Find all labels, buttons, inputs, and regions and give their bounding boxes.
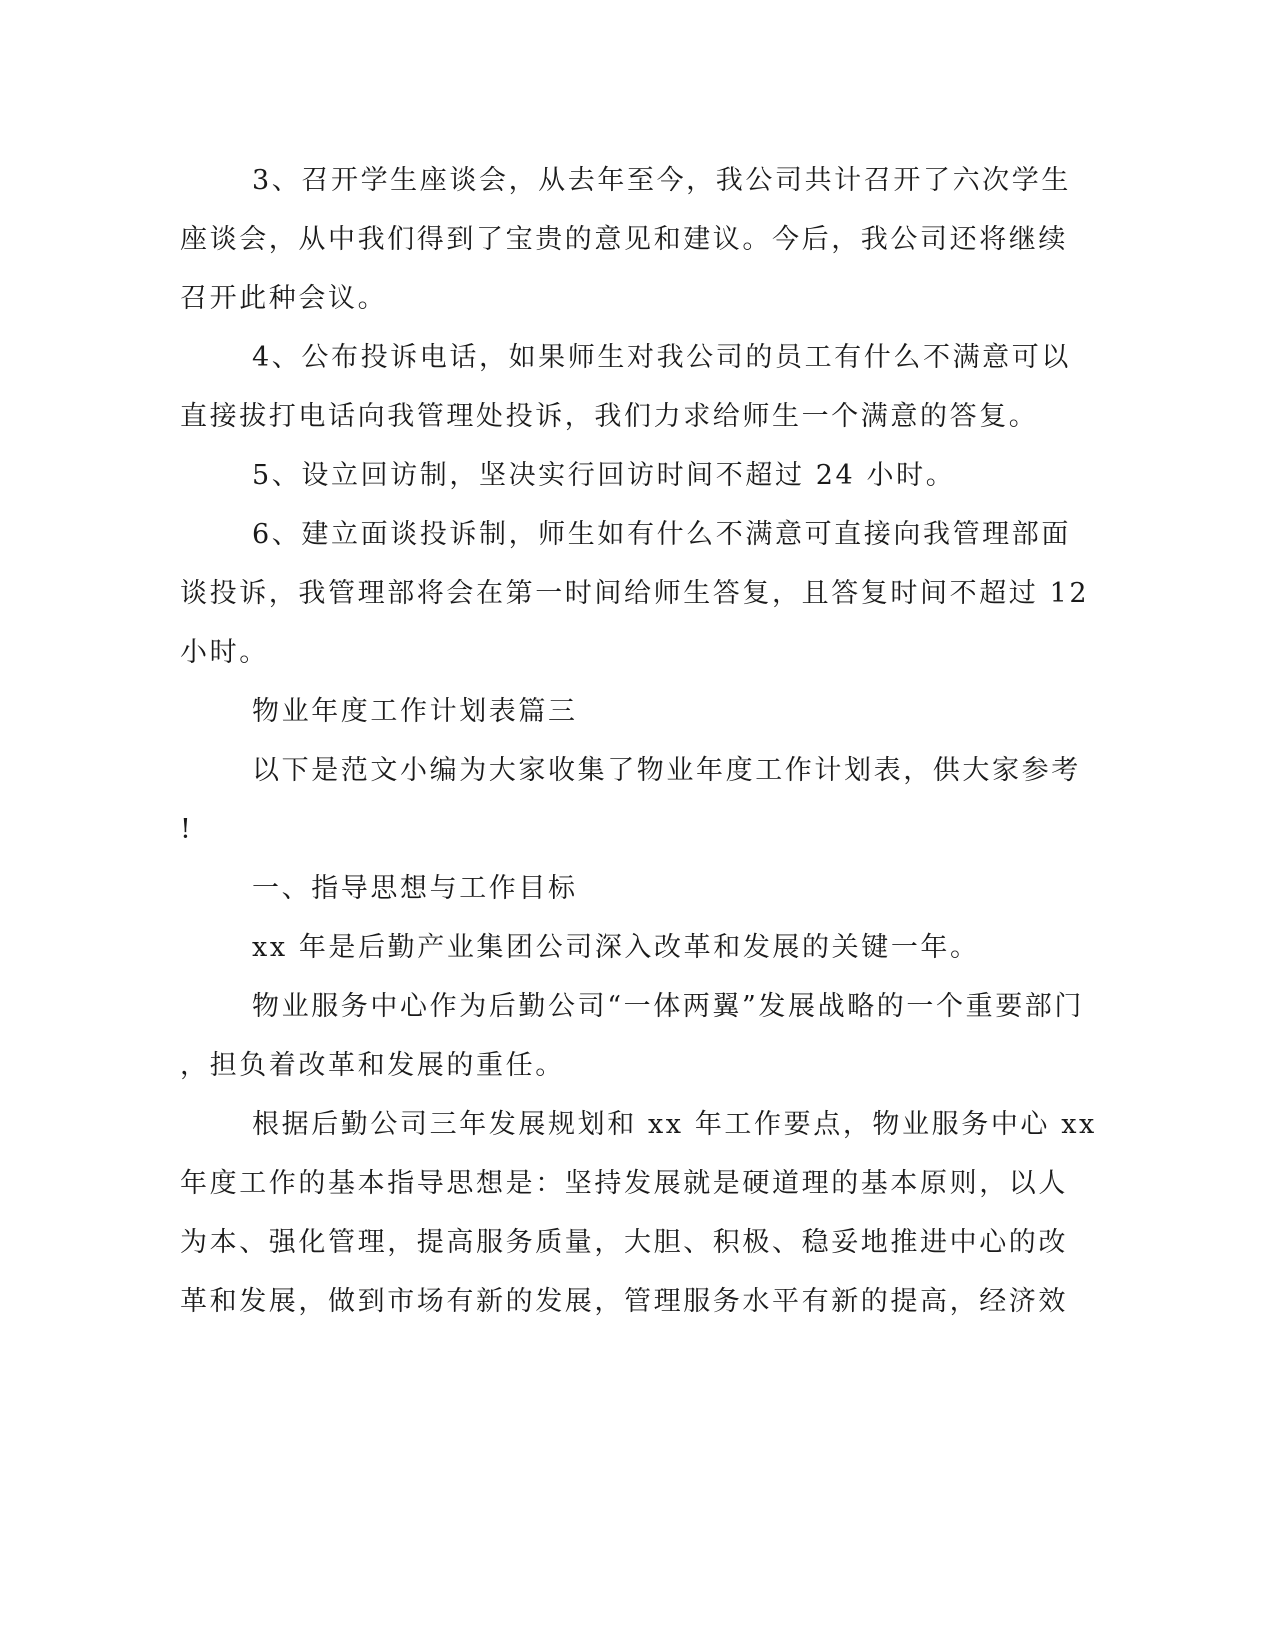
intro-line-2: !: [180, 814, 194, 845]
paragraph-4-line-1: 4、公布投诉电话，如果师生对我公司的员工有什么不满意可以: [252, 342, 1071, 373]
paragraph-6-line-1: 6、建立面谈投诉制，师生如有什么不满意可直接向我管理部面: [252, 519, 1071, 550]
subheading-guiding-ideology: 一、指导思想与工作目标: [252, 873, 578, 904]
paragraph-6-line-2: 谈投诉，我管理部将会在第一时间给师生答复，且答复时间不超过 12: [180, 578, 1090, 609]
paragraph-4-line-2: 直接拔打电话向我管理处投诉，我们力求给师生一个满意的答复。: [180, 401, 1039, 432]
intro-line-1: 以下是范文小编为大家收集了物业年度工作计划表，供大家参考: [252, 755, 1081, 786]
paragraph-3-line-3: 召开此种会议。: [180, 283, 388, 314]
service-center-line-2: ，担负着改革和发展的重任。: [180, 1050, 565, 1081]
guiding-paragraph-line-4: 革和发展，做到市场有新的发展，管理服务水平有新的提高，经济效: [180, 1286, 1068, 1317]
key-year-line: xx 年是后勤产业集团公司深入改革和发展的关键一年。: [252, 932, 980, 963]
paragraph-3-line-1: 3、召开学生座谈会，从去年至今，我公司共计召开了六次学生: [252, 165, 1071, 196]
service-center-line-1: 物业服务中心作为后勤公司“一体两翼”发展战略的一个重要部门: [252, 991, 1085, 1022]
guiding-paragraph-line-1: 根据后勤公司三年发展规划和 xx 年工作要点，物业服务中心 xx: [252, 1109, 1097, 1140]
section-heading: 物业年度工作计划表篇三: [252, 696, 578, 727]
paragraph-3-line-2: 座谈会，从中我们得到了宝贵的意见和建议。今后，我公司还将继续: [180, 224, 1068, 255]
paragraph-6-line-3: 小时。: [180, 637, 269, 668]
guiding-paragraph-line-2: 年度工作的基本指导思想是：坚持发展就是硬道理的基本原则，以人: [180, 1168, 1068, 1199]
guiding-paragraph-line-3: 为本、强化管理，提高服务质量，大胆、积极、稳妥地推进中心的改: [180, 1227, 1068, 1258]
paragraph-5-line-1: 5、设立回访制，坚决实行回访时间不超过 24 小时。: [252, 460, 956, 491]
